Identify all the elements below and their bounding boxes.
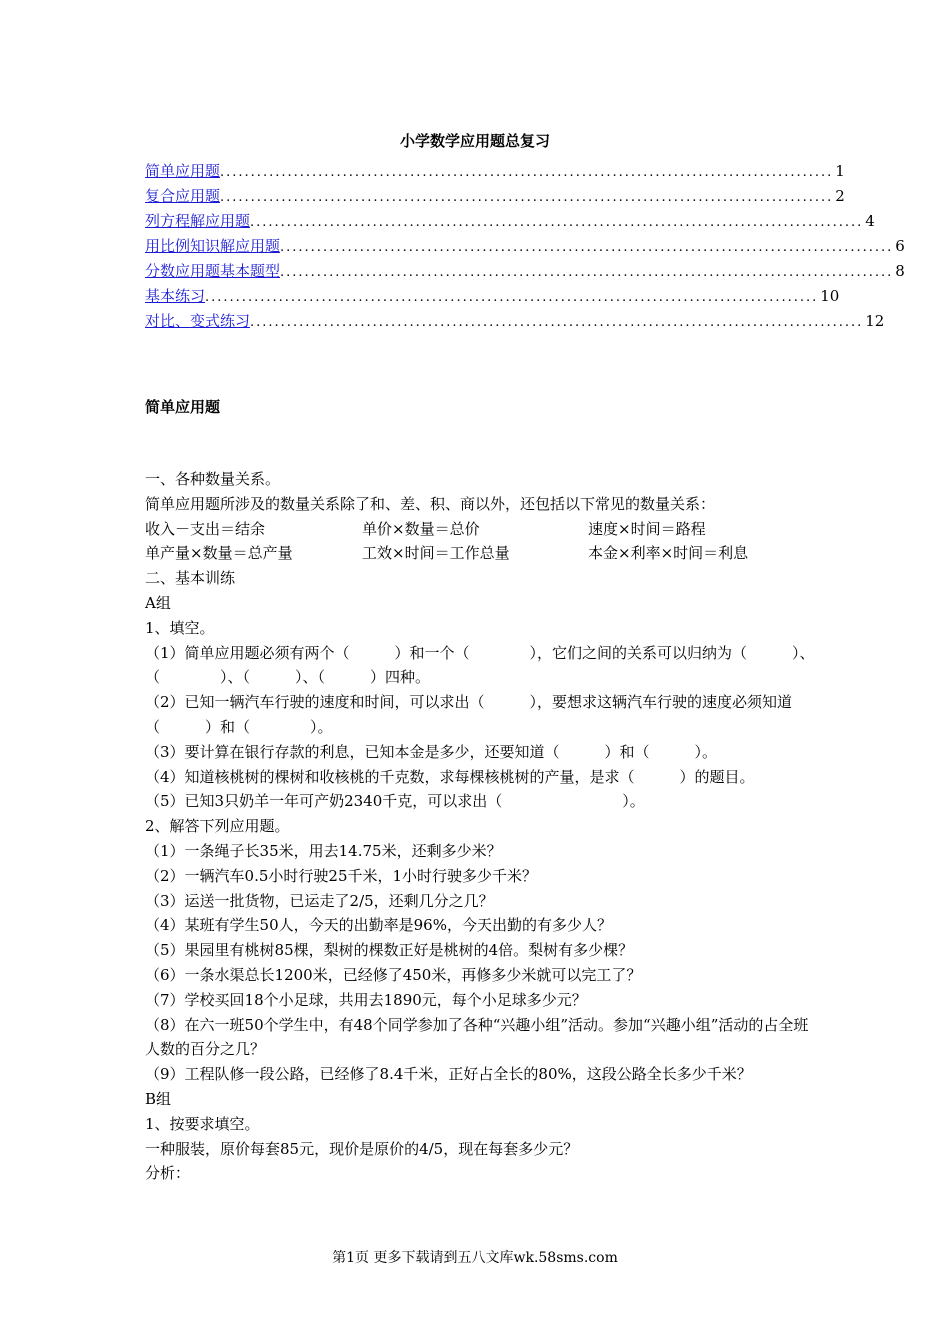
document-title: 小学数学应用题总复习: [399, 132, 550, 150]
toc-link-equation[interactable]: 列方程解应用题: [145, 212, 251, 230]
toc-link-fraction[interactable]: 分数应用题基本题型: [145, 262, 281, 280]
part1-heading: 一、各种数量关系。: [145, 470, 281, 488]
toc-leader: ....................................................................................................: [205, 290, 819, 305]
solve-item: （4）某班有学生50人，今天的出勤率是96%，今天出勤的有多少人？: [145, 916, 612, 935]
document-body: [145, 467, 815, 1186]
toc-row: [145, 284, 840, 309]
relation-formula: 工效×时间＝工作总量: [362, 544, 510, 563]
part2-heading: 二、基本训练: [145, 569, 236, 588]
toc-link-compound[interactable]: 复合应用题: [145, 187, 221, 205]
b-problem: 一种服装，原价每套85元，现价是原价的4/5，现在每套多少元？: [145, 1139, 579, 1158]
toc-page-number: 2: [835, 187, 845, 205]
fill-item: （3）要计算在银行存款的利息，已知本金是多少，还要知道（ ）和（ ）。: [145, 742, 718, 761]
toc-page-number: 6: [895, 237, 905, 255]
fill-heading: 1、填空。: [145, 618, 215, 637]
relation-formula: 本金×利率×时间＝利息: [588, 544, 749, 563]
solve-item: （5）果园里有桃树85棵，梨树的棵数正好是桃树的4倍。梨树有多少棵？: [145, 941, 634, 960]
toc-page-number: 12: [865, 312, 885, 330]
toc-row: [145, 159, 845, 184]
solve-item: （8）在六一班50个学生中，有48个同学参加了各种“兴趣小组”活动。参加“兴趣小组”活动的占全班人数的百分之几？: [145, 1015, 809, 1059]
group-a-label: A组: [145, 593, 171, 612]
solve-item: （3）运送一批货物，已运走了2/5，还剩几分之几？: [145, 891, 494, 910]
solve-item: （6）一条水渠总长1200米，已经修了450米，再修多少米就可以完工了？: [145, 965, 642, 984]
toc-link-proportion[interactable]: 用比例知识解应用题: [145, 237, 281, 255]
relation-formula: 单价×数量＝总价: [362, 519, 480, 538]
toc-link-basic-practice[interactable]: 基本练习: [145, 287, 206, 305]
solve-item: （1）一条绳子长35米，用去14.75米，还剩多少米？: [145, 841, 502, 860]
toc-leader: ....................................................................................................: [280, 265, 894, 280]
toc-link-simple[interactable]: 简单应用题: [145, 162, 221, 180]
toc-leader: ....................................................................................................: [250, 315, 864, 330]
toc-page-number: 4: [865, 212, 875, 230]
toc-page-number: 10: [820, 287, 840, 305]
section-heading: 简单应用题: [145, 398, 221, 416]
relations-row: [145, 517, 815, 542]
relation-formula: 单产量×数量＝总产量: [145, 544, 293, 563]
toc-leader: ....................................................................................................: [250, 215, 864, 230]
toc-leader: ....................................................................................................: [280, 240, 894, 255]
solve-item: （7）学校买回18个小足球，共用去1890元，每个小足球多少元？: [145, 990, 587, 1009]
b-heading: 1、按要求填空。: [145, 1114, 260, 1133]
toc-row: [145, 184, 845, 209]
toc-row: [145, 209, 875, 234]
b-analysis: 分析：: [145, 1164, 191, 1183]
fill-item: （4）知道核桃树的棵树和收核桃的千克数，求每棵核桃树的产量，是求（ ）的题目。: [145, 767, 755, 786]
toc-leader: ....................................................................................................: [220, 165, 834, 180]
relations-row: [145, 541, 815, 566]
toc-row: [145, 309, 885, 334]
page-footer: 第1页 更多下载请到五八文库wk.58sms.com: [332, 1250, 618, 1266]
solve-heading: 2、解答下列应用题。: [145, 817, 290, 836]
toc-row: [145, 259, 905, 284]
toc-page-number: 8: [895, 262, 905, 280]
table-of-contents: [145, 159, 905, 334]
relation-formula: 速度×时间＝路程: [588, 519, 706, 538]
group-b-label: B组: [145, 1089, 172, 1108]
solve-item: （2）一辆汽车0.5小时行驶25千米，1小时行驶多少千米？: [145, 866, 538, 885]
toc-row: [145, 234, 905, 259]
part1-intro: 简单应用题所涉及的数量关系除了和、差、积、商以外，还包括以下常见的数量关系：: [145, 494, 716, 513]
fill-item: （2）已知一辆汽车行驶的速度和时间，可以求出（ ），要想求这辆汽车行驶的速度必须知道（ ）和（ ）。: [145, 693, 793, 736]
toc-link-contrast-practice[interactable]: 对比、变式练习: [145, 312, 251, 330]
toc-page-number: 1: [835, 162, 845, 180]
fill-item: （5）已知3只奶羊一年可产奶2340千克，可以求出（ ）。: [145, 792, 645, 811]
toc-leader: ....................................................................................................: [220, 190, 834, 205]
fill-item: （1）简单应用题必须有两个（ ）和一个（ ），它们之间的关系可以归纳为（ ）、（ ）、（ ）、（ ）四种。: [145, 643, 815, 687]
solve-item: （9）工程队修一段公路，已经修了8.4千米，正好占全长的80%，这段公路全长多少千米？: [145, 1065, 752, 1084]
relation-formula: 收入－支出＝结余: [145, 519, 266, 538]
